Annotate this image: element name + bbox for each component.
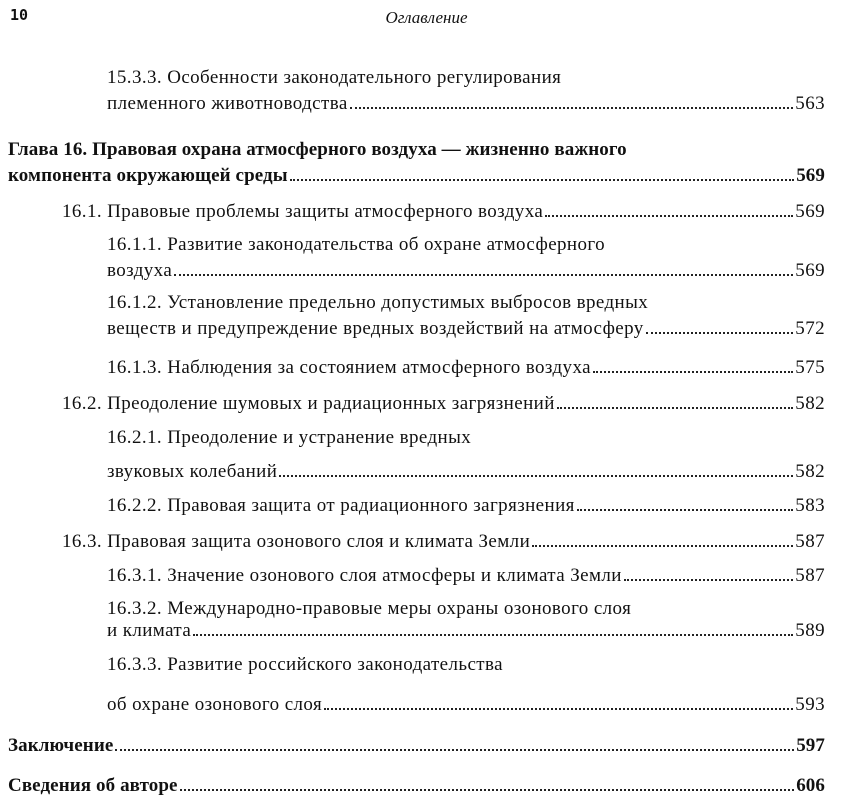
toc-entry-title: компонента окружающей среды bbox=[8, 165, 288, 186]
toc-entry-16-1-2 bbox=[107, 290, 825, 342]
toc-entry-15-3-3 bbox=[107, 65, 825, 117]
toc-entry-text-line: Глава 16. Правовая охрана атмосферного воздуха — жизненно важного bbox=[8, 139, 627, 160]
toc-entry-leader-line bbox=[107, 493, 825, 519]
toc-page-number: 583 bbox=[795, 495, 825, 516]
toc-entry-16-2-2 bbox=[107, 493, 825, 519]
toc-entry-text-line: 16.3.3. Развитие российского законодательства bbox=[107, 654, 503, 675]
toc-page-number: 582 bbox=[795, 393, 825, 414]
toc-entry-leader-line bbox=[107, 563, 825, 589]
toc-entry-leader-line bbox=[107, 459, 825, 485]
toc-entry-title: и климата bbox=[107, 620, 192, 641]
toc-entry-leader-line bbox=[8, 773, 825, 799]
toc-page-number: 569 bbox=[795, 201, 825, 222]
toc-entry-leader-line bbox=[62, 391, 825, 417]
toc-entry-leader-line bbox=[62, 529, 825, 555]
toc-entry-text-line: 16.1.1. Развитие законодательства об охране атмосферного bbox=[107, 234, 606, 255]
toc-entry-text-line: 16.3.2. Международно-правовые меры охраны озонового слоя bbox=[107, 598, 632, 619]
toc-entry-16-1 bbox=[62, 199, 825, 225]
toc-page-number: 587 bbox=[795, 531, 825, 552]
toc-page-number: 575 bbox=[795, 357, 825, 378]
toc-entry-title: веществ и предупреждение вредных воздействий на атмосферу bbox=[107, 318, 644, 339]
toc-entry-16-3-2 bbox=[107, 596, 825, 644]
toc-entry-title: воздуха bbox=[107, 260, 173, 281]
toc-entry-16-3-3 bbox=[107, 652, 825, 718]
toc-entry-16-3 bbox=[62, 529, 825, 555]
toc-entry-title: племенного животноводства bbox=[107, 93, 348, 114]
toc-entry-16-1-3 bbox=[107, 355, 825, 381]
toc-page-number: 563 bbox=[795, 93, 825, 114]
toc-entry-title: Сведения об авторе bbox=[8, 775, 178, 796]
toc-entry-leader-line bbox=[107, 692, 825, 718]
dot-leader bbox=[646, 332, 794, 334]
toc-entry-leader-line bbox=[107, 258, 825, 284]
toc-page-number: 569 bbox=[796, 165, 825, 186]
toc-entry-leader-line bbox=[8, 163, 825, 189]
toc-entry-title: 16.1. Правовые проблемы защиты атмосферного воздуха bbox=[62, 201, 544, 222]
toc-entry-leader-line bbox=[107, 355, 825, 381]
dot-leader bbox=[324, 708, 793, 710]
toc-entry-title: 16.2. Преодоление шумовых и радиационных загрязнений bbox=[62, 393, 555, 414]
dot-leader bbox=[624, 579, 793, 581]
dot-leader bbox=[193, 634, 793, 636]
toc-page-number: 606 bbox=[796, 775, 825, 796]
toc-entry-16-3-1 bbox=[107, 563, 825, 589]
toc-page-number: 593 bbox=[795, 694, 825, 715]
toc-page-number: 582 bbox=[795, 461, 825, 482]
toc-entry-text-line: 15.3.3. Особенности законодательного регулирования bbox=[107, 67, 562, 88]
dot-leader bbox=[290, 179, 795, 181]
toc-entry-title: об охране озонового слоя bbox=[107, 694, 323, 715]
toc-entry-title: 16.3. Правовая защита озонового слоя и климата Земли bbox=[62, 531, 531, 552]
toc-entry-leader-line bbox=[62, 199, 825, 225]
toc-entry-title: звуковых колебаний bbox=[107, 461, 278, 482]
dot-leader bbox=[174, 274, 793, 276]
dot-leader bbox=[180, 789, 795, 791]
dot-leader bbox=[350, 107, 794, 109]
dot-leader bbox=[279, 475, 793, 477]
toc-entry-text-line: 16.1.2. Установление предельно допустимых выбросов вредных bbox=[107, 292, 649, 313]
dot-leader bbox=[532, 545, 793, 547]
toc-entry-16-2 bbox=[62, 391, 825, 417]
toc-entry-leader-line bbox=[107, 91, 825, 117]
toc-page-number: 587 bbox=[795, 565, 825, 586]
dot-leader bbox=[557, 407, 794, 409]
toc-entry-16-1-1 bbox=[107, 232, 825, 284]
dot-leader bbox=[577, 509, 794, 511]
dot-leader bbox=[593, 371, 793, 373]
toc-entry-title: 16.2.2. Правовая защита от радиационного загрязнения bbox=[107, 495, 575, 516]
toc-entry-chapter-16 bbox=[8, 137, 825, 189]
toc-entry-title: Заключение bbox=[8, 735, 114, 756]
toc-page-number: 597 bbox=[796, 735, 825, 756]
toc-entry-title: 16.3.1. Значение озонового слоя атмосферы и климата Земли bbox=[107, 565, 622, 586]
toc-entry-title: 16.1.3. Наблюдения за состоянием атмосферного воздуха bbox=[107, 357, 591, 378]
toc-entry-conclusion bbox=[8, 733, 825, 759]
dot-leader bbox=[545, 215, 793, 217]
toc-page-number: 589 bbox=[795, 620, 825, 641]
toc-entry-leader-line bbox=[8, 733, 825, 759]
dot-leader bbox=[115, 749, 794, 751]
toc-entry-text-line: 16.2.1. Преодоление и устранение вредных bbox=[107, 427, 472, 448]
toc-page-number: 572 bbox=[795, 318, 825, 339]
page-number: 10 bbox=[10, 6, 29, 24]
toc-entry-about-author bbox=[8, 773, 825, 799]
toc-page-number: 569 bbox=[795, 260, 825, 281]
toc-entry-leader-line bbox=[107, 316, 825, 342]
toc-entry-16-2-1 bbox=[107, 425, 825, 485]
running-head: Оглавление bbox=[385, 8, 468, 27]
